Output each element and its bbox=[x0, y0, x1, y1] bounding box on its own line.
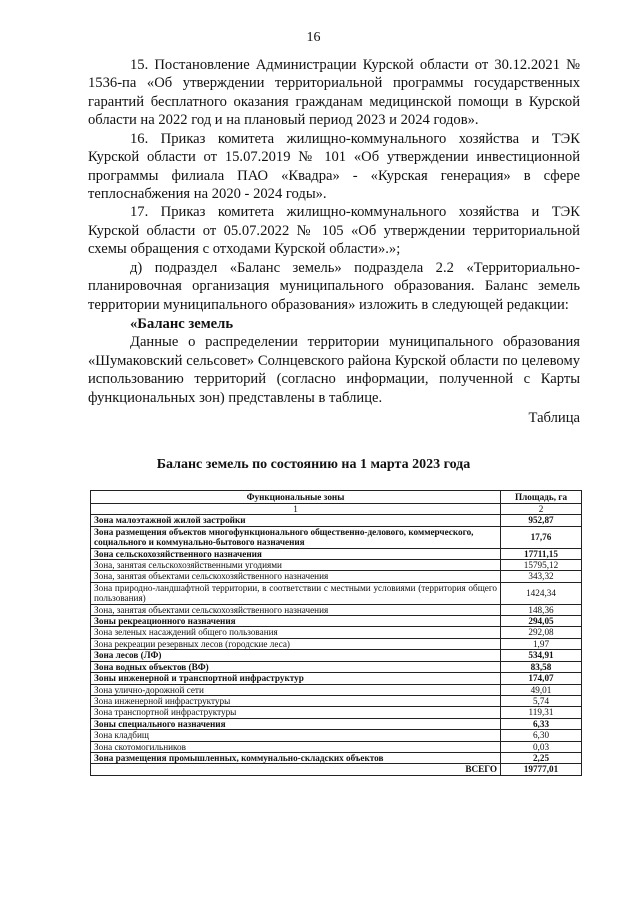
zone-name-cell: Зона, занятая объектами сельскохозяйственного назначения bbox=[91, 604, 501, 615]
table-row bbox=[91, 707, 582, 718]
table-row bbox=[91, 548, 582, 559]
table-row bbox=[91, 673, 582, 684]
table-row bbox=[91, 684, 582, 695]
table-row bbox=[91, 718, 582, 729]
zone-name-cell: Зона транспортной инфраструктуры bbox=[91, 707, 501, 718]
table-caption-word: Таблица bbox=[528, 410, 580, 427]
zone-name-cell: Зона зеленых насаждений общего пользования bbox=[91, 627, 501, 638]
zone-name-cell: Зона скотомогильников bbox=[91, 741, 501, 752]
zone-area-cell: 6,33 bbox=[501, 718, 582, 729]
zone-area-cell: 534,91 bbox=[501, 650, 582, 661]
paragraph-d: д) подраздел «Баланс земель» подраздела 2.2 «Территориально-планировочная организация муниципального образования. Баланс земель территории муниципального образования» изложить в следующей редакции: bbox=[88, 259, 580, 313]
table-row bbox=[91, 571, 582, 582]
zone-area-cell: 17711,15 bbox=[501, 548, 582, 559]
zone-area-cell: 0,03 bbox=[501, 741, 582, 752]
zone-area-cell: 2,25 bbox=[501, 752, 582, 763]
land-balance-table bbox=[90, 490, 582, 776]
table-row bbox=[91, 627, 582, 638]
table-header-zones: Функциональные зоны bbox=[91, 491, 501, 504]
table-row bbox=[91, 616, 582, 627]
table-row bbox=[91, 582, 582, 604]
zone-name-cell: Зона природно-ландшафтной территории, в соответствии с местными условиями (территория общего пользования) bbox=[91, 582, 501, 604]
zone-area-cell: 49,01 bbox=[501, 684, 582, 695]
zone-area-cell: 83,58 bbox=[501, 661, 582, 672]
section-heading: «Баланс земель bbox=[130, 315, 234, 332]
page-number: 16 bbox=[306, 30, 321, 45]
table-row bbox=[91, 661, 582, 672]
zone-name-cell: Зона, занятая объектами сельскохозяйственного назначения bbox=[91, 571, 501, 582]
table-row bbox=[91, 515, 582, 526]
zone-name-cell: Зоны специального назначения bbox=[91, 718, 501, 729]
zone-area-cell: 15795,12 bbox=[501, 560, 582, 571]
zone-area-cell: 292,08 bbox=[501, 627, 582, 638]
table-row bbox=[91, 741, 582, 752]
zone-name-cell: Зона улично-дорожной сети bbox=[91, 684, 501, 695]
document-body bbox=[88, 56, 580, 428]
table-row bbox=[91, 638, 582, 649]
zone-name-cell: Зона рекреации резервных лесов (городские леса) bbox=[91, 638, 501, 649]
table-row bbox=[91, 604, 582, 615]
zone-area-cell: 294,05 bbox=[501, 616, 582, 627]
zone-name-cell: Зона водных объектов (ВФ) bbox=[91, 661, 501, 672]
zone-area-cell: 5,74 bbox=[501, 695, 582, 706]
zone-name-cell: Зоны рекреационного назначения bbox=[91, 616, 501, 627]
zone-area-cell: 148,36 bbox=[501, 604, 582, 615]
paragraph-15: 15. Постановление Администрации Курской области от 30.12.2021 № 1536-па «Об утверждении территориальной программы государственных гарантий бесплатного оказания гражданам медицинской помощи в Курской области на 2022 год и на плановый период 2023 и 2024 годов». bbox=[88, 57, 580, 129]
paragraph-17: 17. Приказ комитета жилищно-коммунального хозяйства и ТЭК Курской области от 05.07.2022 № 105 «Об утверждении территориальной схемы обращения с отходами Курской области».»; bbox=[88, 204, 580, 258]
zone-area-cell: 6,30 bbox=[501, 730, 582, 741]
zone-name-cell: Зона размещения промышленных, коммунально-складских объектов bbox=[91, 752, 501, 763]
table-row bbox=[91, 526, 582, 548]
paragraph-16: 16. Приказ комитета жилищно-коммунального хозяйства и ТЭК Курской области от 15.07.2019 № 101 «Об утверждении инвестиционной программы филиала ПАО «Квадра» - «Курская генерация» в сфере теплоснабжения на 2020 - 2024 годы». bbox=[88, 130, 580, 202]
zone-name-cell: Зона лесов (ЛФ) bbox=[91, 650, 501, 661]
intro-paragraph: Данные о распределении территории муниципального образования «Шумаковский сельсовет» Солнцевского района Курской области по целевому использованию территорий (согласно информации, полученной с Карты функциональных зон) представлены в таблице. bbox=[88, 334, 580, 406]
zone-name-cell: Зоны инженерной и транспортной инфраструктур bbox=[91, 673, 501, 684]
zone-area-cell: 952,87 bbox=[501, 515, 582, 526]
table-row bbox=[91, 730, 582, 741]
zone-name-cell: Зона, занятая сельскохозяйственными угодиями bbox=[91, 560, 501, 571]
zone-name-cell: Зона малоэтажной жилой застройки bbox=[91, 515, 501, 526]
zone-name-cell: Зона инженерной инфраструктуры bbox=[91, 695, 501, 706]
table-total-row bbox=[91, 764, 582, 775]
table-row bbox=[91, 560, 582, 571]
table-row bbox=[91, 752, 582, 763]
zone-area-cell: 174,07 bbox=[501, 673, 582, 684]
zone-area-cell: 1424,34 bbox=[501, 582, 582, 604]
total-label: ВСЕГО bbox=[91, 764, 501, 775]
zone-name-cell: Зона сельскохозяйственного назначения bbox=[91, 548, 501, 559]
table-row bbox=[91, 650, 582, 661]
table-title: Баланс земель по состоянию на 1 марта 2023 года bbox=[156, 457, 471, 472]
table-index-2: 2 bbox=[501, 504, 582, 515]
total-value: 19777,01 bbox=[501, 764, 582, 775]
table-index-1: 1 bbox=[91, 504, 501, 515]
zone-name-cell: Зона размещения объектов многофункционального общественно-делового, коммерческого, социального и коммунально-бытового назначения bbox=[91, 526, 501, 548]
table-row bbox=[91, 695, 582, 706]
table-header-area: Площадь, га bbox=[501, 491, 582, 504]
zone-area-cell: 1,97 bbox=[501, 638, 582, 649]
zone-area-cell: 119,31 bbox=[501, 707, 582, 718]
zone-name-cell: Зона кладбищ bbox=[91, 730, 501, 741]
zone-area-cell: 17,76 bbox=[501, 526, 582, 548]
zone-area-cell: 343,32 bbox=[501, 571, 582, 582]
